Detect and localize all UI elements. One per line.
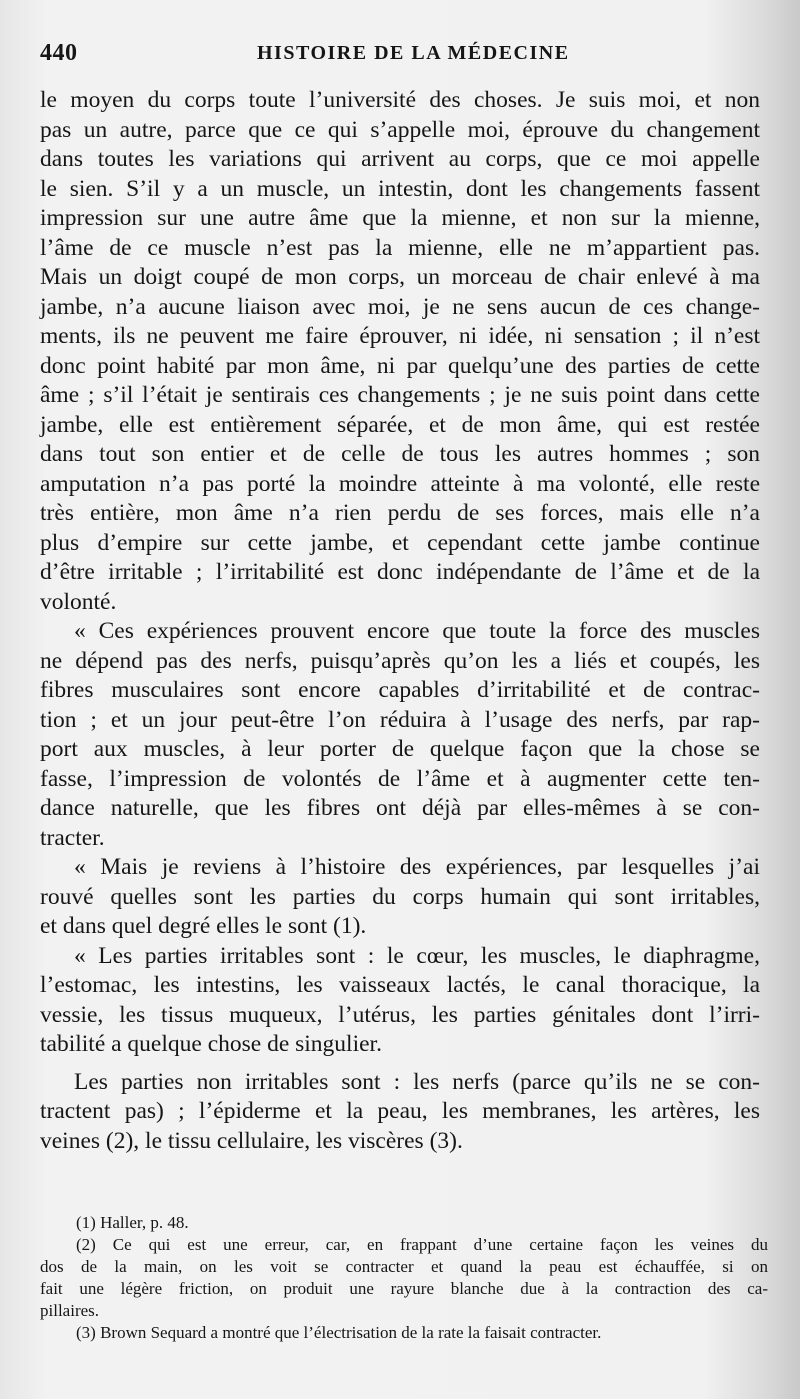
paragraph-2 [40,617,760,853]
text-line: jambe, elle est entièrement séparée, et de mon âme, qui est restée [40,411,760,438]
text-line: volonté. [40,588,117,615]
text-line: l’estomac, les intestins, les vaisseaux lactés, le canal thoracique, la [40,972,760,998]
text-line: Les parties non irritables sont : les nerfs (parce qu’ils ne se con- [74,1068,760,1095]
text-line: dans toutes les variations qui arrivent au corps, que ce moi appelle [40,146,760,172]
body-text [40,86,760,1156]
text-line: vessie, les tissus muqueux, l’utérus, les parties génitales dont l’irri- [40,1001,760,1028]
running-title: HISTOIRE DE LA MÉDECINE [257,42,570,64]
footnote-line: (3) Brown Sequard a montré que l’électrisation de la rate la faisait contracter. [76,1323,602,1342]
footnote-line: (2) Ce qui est une erreur, car, en frappant d’une certaine façon les veines du [76,1235,768,1254]
text-line: ne dépend pas des nerfs, puisqu’après qu’on les a liés et coupés, les [40,647,760,674]
paragraph-spacer [40,1060,760,1068]
text-line: dance naturelle, que les fibres ont déjà par elles-mêmes à se con- [40,795,760,821]
text-line: l’âme de ce muscle n’est pas la mienne, elle ne m’appartient pas. [40,234,760,261]
footnote-3 [40,1322,768,1344]
text-line: donc point habité par mon âme, ni par quelqu’une des parties de cette [40,352,760,379]
footnote-line: pillaires. [40,1301,100,1320]
text-line: amputation n’a pas porté la moindre atteinte à ma volonté, elle reste [40,470,760,497]
text-line: le sien. S’il y a un muscle, un intestin, dont les changements fassent [40,175,760,202]
footnotes [40,1212,768,1344]
footnote-line: fait une légère friction, on produit une rayure blanche due à la contraction des ca- [40,1279,768,1298]
footnote-line: dos de la main, on les voit se contracter et quand la peau est échauffée, si on [40,1257,768,1276]
text-line: rouvé quelles sont les parties du corps humain qui sont irritables, [40,883,760,910]
text-line: très entière, mon âme n’a rien perdu de ses forces, mais elle n’a [40,500,760,526]
footnote-1 [40,1212,768,1234]
text-line: fasse, l’impression de volontés de l’âme et à augmenter cette ten- [40,765,760,792]
text-line: pas un autre, parce que ce qui s’appelle moi, éprouve du changement [40,116,760,143]
text-line: fibres musculaires sont encore capables d’irritabilité et de contrac- [40,677,760,703]
text-line: veines (2), le tissu cellulaire, les viscères (3). [40,1127,463,1154]
paragraph-3 [40,853,760,942]
footnote-line: (1) Haller, p. 48. [76,1213,189,1232]
text-line: et dans quel degré elles le sont (1). [40,913,367,939]
page-header [40,40,760,72]
text-line: tracter. [40,824,105,851]
text-line: « Les parties irritables sont : le cœur, les muscles, le diaphragme, [74,942,760,969]
text-line: impression sur une autre âme que la mienne, et non sur la mienne, [40,205,760,231]
paragraph-5 [40,1068,760,1157]
page-number: 440 [40,40,78,66]
text-line: le moyen du corps toute l’université des choses. Je suis moi, et non [40,87,760,113]
paragraph-1 [40,86,760,617]
text-line: port aux muscles, à leur porter de quelque façon que la chose se [40,736,760,762]
text-line: plus d’empire sur cette jambe, et cependant cette jambe continue [40,529,760,556]
text-line: âme ; s’il l’était je sentirais ces changements ; je ne suis point dans cette [40,382,760,408]
text-line: tractent pas) ; l’épiderme et la peau, les membranes, les artères, les [40,1098,760,1124]
text-line: Mais un doigt coupé de mon corps, un morceau de chair enlevé à ma [40,264,760,290]
paragraph-4 [40,942,760,1060]
text-line: dans tout son entier et de celle de tous les autres hommes ; son [40,441,760,467]
text-line: d’être irritable ; l’irritabilité est donc indépendante de l’âme et de la [40,559,760,585]
text-line: tion ; et un jour peut-être l’on réduira à l’usage des nerfs, par rap- [40,706,760,733]
text-line: tabilité a quelque chose de singulier. [40,1031,382,1057]
text-line: ments, ils ne peuvent me faire éprouver, ni idée, ni sensation ; il n’est [40,323,760,349]
footnote-2 [40,1234,768,1322]
text-line: « Ces expériences prouvent encore que toute la force des muscles [74,618,760,644]
text-line: jambe, n’a aucune liaison avec moi, je ne sens aucun de ces change- [40,293,760,320]
text-line: « Mais je reviens à l’histoire des expériences, par lesquelles j’ai [74,854,760,880]
